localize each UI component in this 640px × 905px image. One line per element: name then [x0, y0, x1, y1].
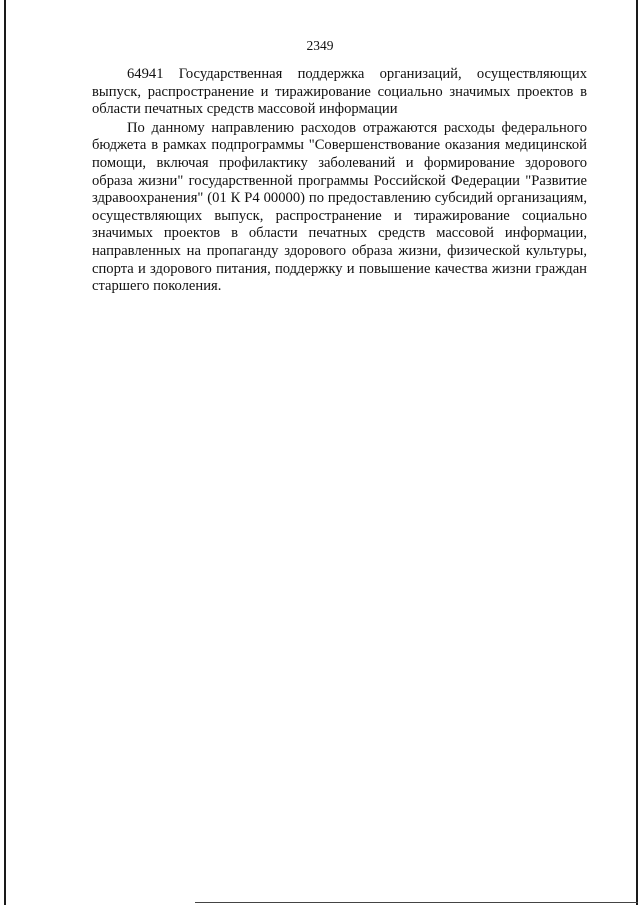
scan-left-edge [4, 0, 6, 905]
document-body [92, 66, 587, 296]
page-number: 2349 [306, 38, 334, 53]
scan-right-edge [636, 0, 638, 905]
description-paragraph: По данному направлению расходов отражаются расходы федерального бюджета в рамках подпрограммы "Совершенствование оказания медицинской помощи, включая профилактику заболеваний и формирование здорового образа жизни" государственной программы Российской Федерации "Развитие здравоохранения" (01 К Р4 00000) по предоставлению субсидий организациям, осуществляющих выпуск, распространение и тиражирование социально значимых проектов в области печатных средств массовой информации, направленных на пропаганду здорового образа жизни, физической культуры, спорта и здорового питания, поддержку и повышение качества жизни граждан старшего поколения. [92, 119, 587, 295]
scan-bottom-edge [195, 902, 638, 903]
section-heading-paragraph: 64941 Государственная поддержка организаций, осуществляющих выпуск, распространение и тиражирование социально значимых проектов в области печатных средств массовой информации [92, 66, 587, 118]
